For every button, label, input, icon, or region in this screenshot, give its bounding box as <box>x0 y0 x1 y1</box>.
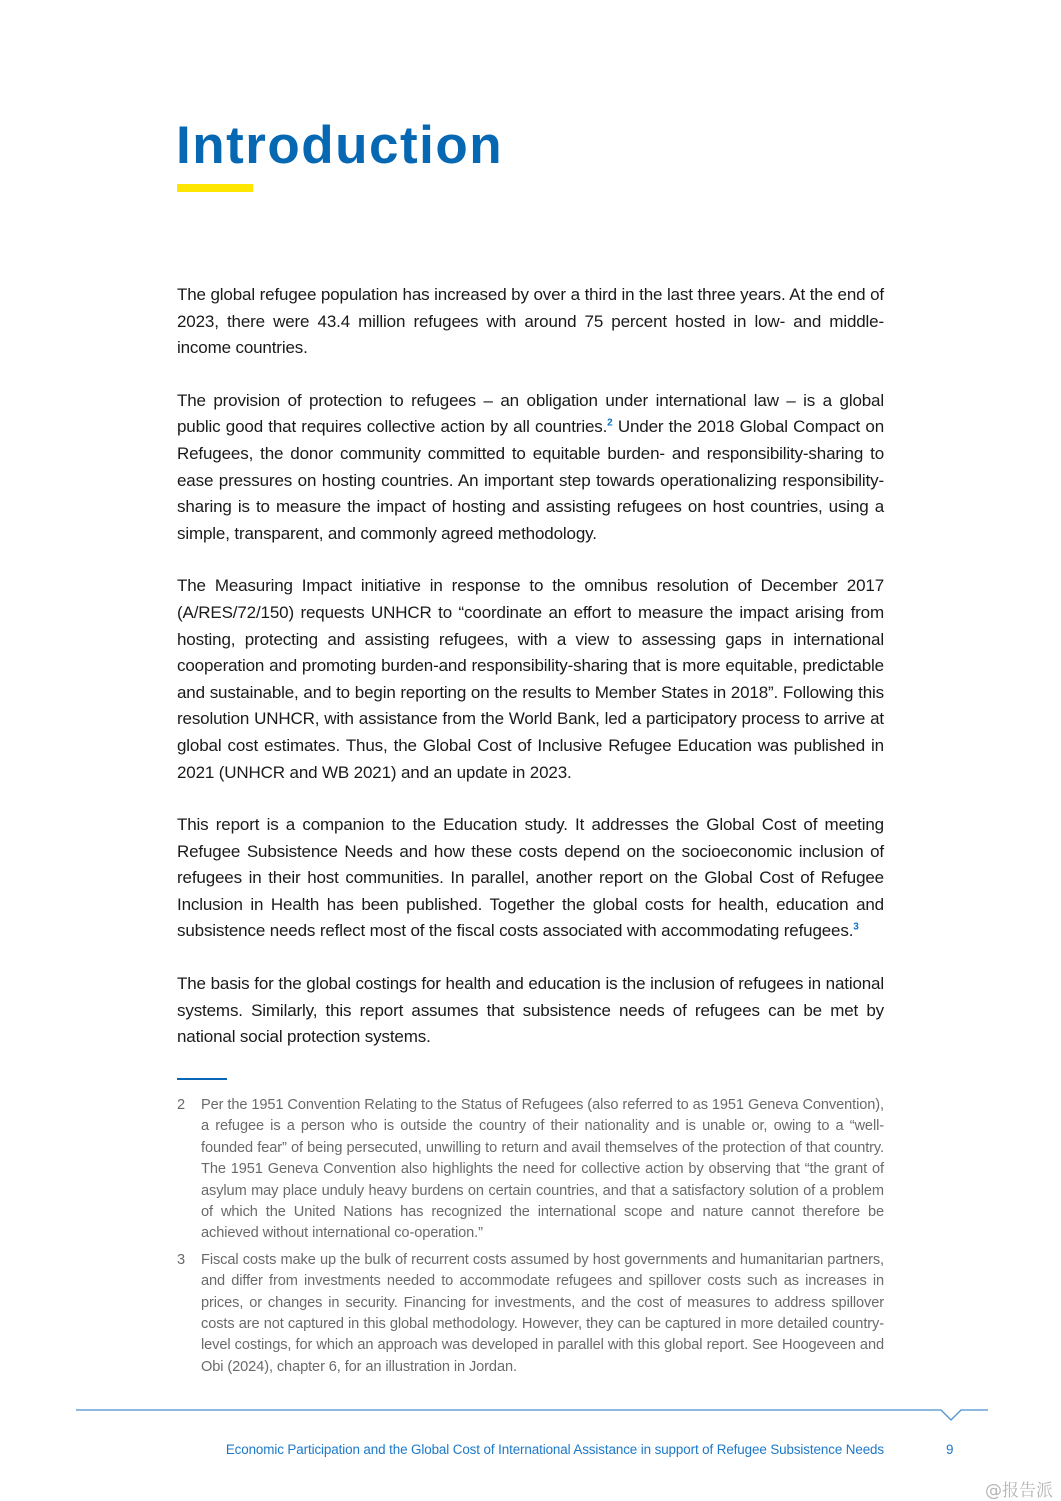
paragraph-3: The Measuring Impact initiative in response to the omnibus resolution of December 2017 (A/RES/72/150) requests UNHCR to “coordinate an effort to measure the impact arising from hosting, protecting and assisting refugees, with a view to assessing gaps in international cooperation and promoting burden-and responsibility-sharing that is more equitable, predictable and sustainable, and to begin reporting on the results to Member States in 2018”. Following this resolution UNHCR, with assistance from the World Bank, led a participatory process to arrive at global cost estimates. Thus, the Global Cost of Inclusive Refugee Education was published in 2021 (UNHCR and WB 2021) and an update in 2023. <box>177 576 884 782</box>
footnote-ref-3[interactable]: 3 <box>853 921 859 933</box>
footer-report-title: Economic Participation and the Global Cost of International Assistance in support of Refugee Subsistence Needs <box>225 1442 884 1457</box>
paragraph-1: The global refugee population has increased by over a third in the last three years. At the end of 2023, there were 43.4 million refugees with around 75 percent hosted in low- and middle-income countries. <box>177 285 884 358</box>
body-text <box>177 282 884 1077</box>
watermark: @报告派 <box>985 1481 1053 1501</box>
paragraph-2 <box>177 388 884 548</box>
footnote-3 <box>177 1250 884 1378</box>
paragraph-4-text: This report is a companion to the Education study. It addresses the Global Cost of meeting Refugee Subsistence Needs and how these costs depend on the socioeconomic inclusion of refugees in their host communities. In parallel, another report on the Global Cost of Refugee Inclusion in Health has been published. Together the global costs for health, education and subsistence needs reflect most of the fiscal costs associated with accommodating refugees. <box>177 815 884 941</box>
paragraph-4 <box>177 812 884 945</box>
footnotes <box>177 1095 884 1383</box>
page-title: Introduction <box>176 116 504 175</box>
paragraph-2-text-after: Under the 2018 Global Compact on Refugees, the donor community committed to equitable burden- and responsibility-sharing to ease pressures on hosting countries. An important step towards operationalizing responsibility-sharing is to measure the impact of hosting and assisting refugees on host countries, using a simple, transparent, and commonly agreed methodology. <box>177 417 884 543</box>
title-accent-bar <box>177 184 253 192</box>
footnote-separator <box>177 1078 227 1080</box>
footnote-number: 2 <box>177 1097 186 1113</box>
footnote-number: 3 <box>177 1251 186 1268</box>
footnote-text: Per the 1951 Convention Relating to the Status of Refugees (also referred to as 1951 Geneva Convention), a refugee is a person who is outside the country of their nationality and is unable or, owing to a “well-founded fear” of being persecuted, unwilling to return and avail themselves of the protection of that country. The 1951 Geneva Convention also highlights the need for collective action by observing that “the grant of asylum may place unduly heavy burdens on certain countries, and that a satisfactory solution of a problem of which the United Nations has recognized the international scope and nature cannot therefore be achieved without international co-operation.” <box>201 1097 884 1242</box>
page-number: 9 <box>946 1442 954 1457</box>
footnote-ref-2[interactable]: 2 <box>607 417 613 429</box>
footer-divider-notch-line <box>76 1410 988 1420</box>
footer-divider <box>76 1408 988 1428</box>
footnote-2 <box>177 1095 884 1245</box>
paragraph-5: The basis for the global costings for health and education is the inclusion of refugees in national systems. Similarly, this report assumes that subsistence needs of refugees can be met by national social protection systems. <box>177 974 884 1047</box>
paragraph-2-text-before: The provision of protection to refugees – an obligation under international law – is a global public good that requires collective action by all countries. <box>177 390 884 437</box>
footnote-text: Fiscal costs make up the bulk of recurrent costs assumed by host governments and humanitarian partners, and differ from investments needed to accommodate refugees and spillover costs such as increases in prices, or changes in security. Financing for investments, and the cost of measures to address spillover costs are not captured in this global methodology. However, they can be captured in more detailed country-level costings, for which an approach was developed in parallel with this global report. See Hoogeveen and Obi (2024), chapter 6, for an illustration in Jordan. <box>201 1251 884 1375</box>
